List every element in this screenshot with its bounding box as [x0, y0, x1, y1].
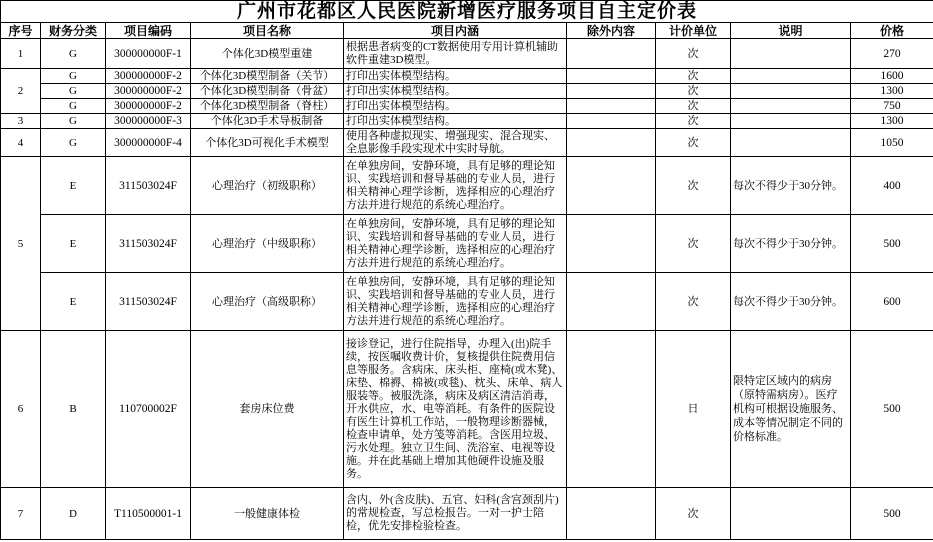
cell-item-content: 含内、外(含皮肤)、五官、妇科(含宫颈刮片)的常规检查，写总检报告。一对一护士陪检，优先安排检验检查。	[344, 488, 567, 540]
table-row	[1, 215, 933, 273]
cell-item-name: 个体化3D可视化手术模型	[191, 129, 344, 157]
cell-note: 限特定区域内的病房（原特需病房）。医疗机构可根据设施服务、成本等情况制定不同的价格标准。	[731, 331, 851, 488]
cell-item-content: 打印出实体模型结构。	[344, 69, 567, 84]
cell-exclusion	[567, 99, 656, 114]
cell-seq: 2	[1, 69, 41, 114]
cell-price: 500	[851, 331, 933, 488]
cell-item-content: 打印出实体模型结构。	[344, 84, 567, 99]
cell-item-code: 300000000F-4	[106, 129, 191, 157]
cell-item-name: 个体化3D模型制备（脊柱）	[191, 99, 344, 114]
cell-note	[731, 84, 851, 99]
cell-note	[731, 129, 851, 157]
cell-note: 每次不得少于30分钟。	[731, 157, 851, 215]
cell-finance-class: G	[41, 114, 106, 129]
col-header-finance-class: 财务分类	[41, 23, 106, 39]
cell-note: 每次不得少于30分钟。	[731, 273, 851, 331]
cell-unit: 次	[656, 488, 731, 540]
cell-item-content: 在单独房间，安静环境，具有足够的理论知识、实践培训和督导基础的专业人员，进行相关精神心理学诊断，选择相应的心理治疗方法并进行规范的系统心理治疗。	[344, 273, 567, 331]
cell-item-name: 个体化3D模型重建	[191, 39, 344, 69]
cell-item-code: 311503024F	[106, 215, 191, 273]
table-row	[1, 114, 933, 129]
cell-note	[731, 488, 851, 540]
cell-price: 270	[851, 39, 933, 69]
cell-note	[731, 99, 851, 114]
cell-seq: 7	[1, 488, 41, 540]
cell-unit: 次	[656, 114, 731, 129]
cell-finance-class: G	[41, 84, 106, 99]
cell-unit: 次	[656, 215, 731, 273]
cell-item-name: 个体化3D模型制备（骨盆）	[191, 84, 344, 99]
table-row	[1, 69, 933, 84]
cell-price: 750	[851, 99, 933, 114]
cell-item-content: 打印出实体模型结构。	[344, 99, 567, 114]
cell-finance-class: G	[41, 129, 106, 157]
cell-finance-class: G	[41, 69, 106, 84]
cell-unit: 日	[656, 331, 731, 488]
cell-price: 1300	[851, 114, 933, 129]
cell-finance-class: E	[41, 273, 106, 331]
cell-price: 1300	[851, 84, 933, 99]
cell-item-name: 心理治疗（初级职称）	[191, 157, 344, 215]
cell-item-code: 300000000F-1	[106, 39, 191, 69]
cell-item-code: 300000000F-2	[106, 69, 191, 84]
cell-exclusion	[567, 331, 656, 488]
cell-note	[731, 39, 851, 69]
table-row	[1, 99, 933, 114]
cell-note	[731, 114, 851, 129]
cell-finance-class: G	[41, 39, 106, 69]
cell-unit: 次	[656, 84, 731, 99]
cell-seq: 6	[1, 331, 41, 488]
cell-exclusion	[567, 39, 656, 69]
cell-unit: 次	[656, 129, 731, 157]
cell-item-code: T110500001-1	[106, 488, 191, 540]
cell-finance-class: E	[41, 215, 106, 273]
table-row	[1, 129, 933, 157]
cell-item-code: 110700002F	[106, 331, 191, 488]
table-row	[1, 273, 933, 331]
cell-item-code: 300000000F-2	[106, 84, 191, 99]
cell-item-name: 心理治疗（高级职称）	[191, 273, 344, 331]
table-row	[1, 84, 933, 99]
cell-exclusion	[567, 488, 656, 540]
col-header-price: 价格	[851, 23, 933, 39]
col-header-note: 说明	[731, 23, 851, 39]
table-row	[1, 39, 933, 69]
table-row	[1, 331, 933, 488]
cell-price: 500	[851, 488, 933, 540]
col-header-seq: 序号	[1, 23, 41, 39]
cell-finance-class: B	[41, 331, 106, 488]
cell-item-content: 打印出实体模型结构。	[344, 114, 567, 129]
cell-exclusion	[567, 157, 656, 215]
cell-item-content: 在单独房间，安静环境，具有足够的理论知识、实践培训和督导基础的专业人员，进行相关精神心理学诊断，选择相应的心理治疗方法并进行规范的系统心理治疗。	[344, 157, 567, 215]
col-header-item-code: 项目编码	[106, 23, 191, 39]
cell-item-name: 个体化3D手术导板制备	[191, 114, 344, 129]
col-header-exclusion: 除外内容	[567, 23, 656, 39]
cell-exclusion	[567, 129, 656, 157]
cell-finance-class: E	[41, 157, 106, 215]
cell-finance-class: G	[41, 99, 106, 114]
cell-finance-class: D	[41, 488, 106, 540]
col-header-unit: 计价单位	[656, 23, 731, 39]
cell-item-code: 300000000F-2	[106, 99, 191, 114]
cell-item-content: 根据患者病变的CT数据使用专用计算机辅助软件重建3D模型。	[344, 39, 567, 69]
cell-item-code: 311503024F	[106, 273, 191, 331]
cell-unit: 次	[656, 39, 731, 69]
cell-unit: 次	[656, 99, 731, 114]
cell-seq: 1	[1, 39, 41, 69]
cell-seq: 4	[1, 129, 41, 157]
cell-price: 600	[851, 273, 933, 331]
cell-item-name: 套房床位费	[191, 331, 344, 488]
cell-exclusion	[567, 114, 656, 129]
cell-price: 400	[851, 157, 933, 215]
cell-exclusion	[567, 215, 656, 273]
cell-item-name: 个体化3D模型制备（关节）	[191, 69, 344, 84]
table-row	[1, 157, 933, 215]
cell-unit: 次	[656, 69, 731, 84]
cell-seq: 3	[1, 114, 41, 129]
cell-item-code: 300000000F-3	[106, 114, 191, 129]
cell-price: 1600	[851, 69, 933, 84]
cell-seq: 5	[1, 157, 41, 331]
col-header-item-content: 项目内涵	[344, 23, 567, 39]
cell-unit: 次	[656, 157, 731, 215]
cell-note: 每次不得少于30分钟。	[731, 215, 851, 273]
cell-price: 500	[851, 215, 933, 273]
cell-item-content: 接诊登记，进行住院指导，办理入(出)院手续，按医嘱收费计价，复核提供住院费用信息等服务。含病床、床头柜、座椅(或木凳)、床垫、棉褥、棉被(或毯)、枕头、床单、病人服装等。被服洗涤，病床及病区清洁消毒，开水供应，水、电等消耗。有条件的医院设有医生计算机工作站，一般物理诊断器械，检查申请单，处方笺等消耗。含医用垃圾、污水处理。独立卫生间、洗浴室、电视等设施。并在此基础上增加其他硬件设施及服务。	[344, 331, 567, 488]
table-row	[1, 488, 933, 540]
cell-exclusion	[567, 69, 656, 84]
cell-price: 1050	[851, 129, 933, 157]
cell-item-name: 心理治疗（中级职称）	[191, 215, 344, 273]
cell-exclusion	[567, 84, 656, 99]
page-title: 广州市花都区人民医院新增医疗服务项目自主定价表	[1, 1, 933, 23]
cell-item-code: 311503024F	[106, 157, 191, 215]
cell-item-content: 使用各种虚拟现实、增强现实、混合现实、全息影像手段实现术中实时导航。	[344, 129, 567, 157]
cell-exclusion	[567, 273, 656, 331]
table-title-row	[1, 1, 933, 23]
cell-note	[731, 69, 851, 84]
cell-unit: 次	[656, 273, 731, 331]
col-header-item-name: 项目名称	[191, 23, 344, 39]
table-header-row	[1, 23, 933, 39]
cell-item-name: 一般健康体检	[191, 488, 344, 540]
cell-item-content: 在单独房间，安静环境，具有足够的理论知识、实践培训和督导基础的专业人员，进行相关精神心理学诊断，选择相应的心理治疗方法并进行规范的系统心理治疗。	[344, 215, 567, 273]
